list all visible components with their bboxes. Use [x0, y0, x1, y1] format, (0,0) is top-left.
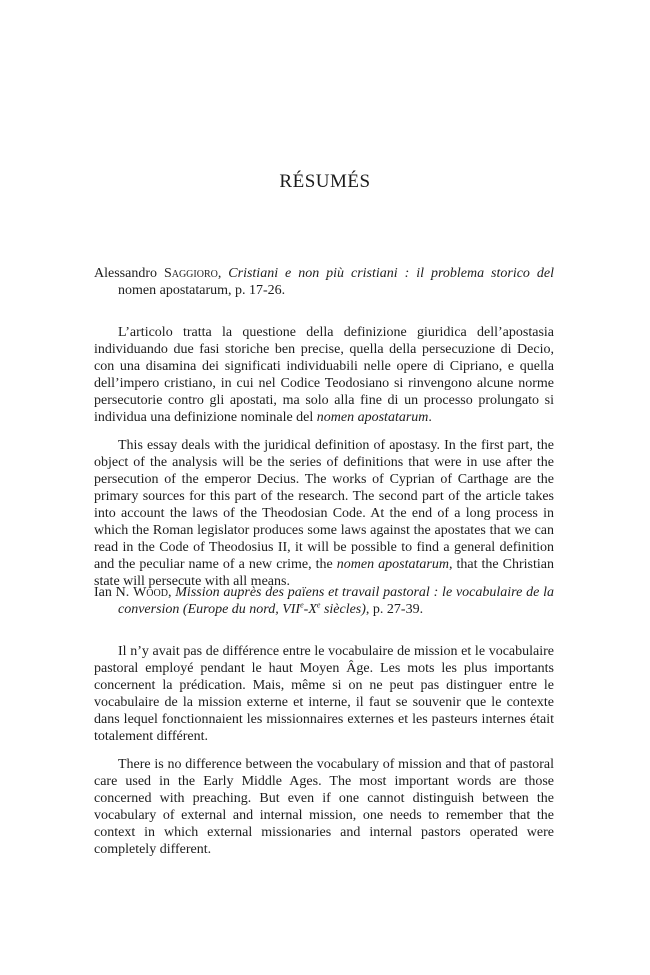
- summary-english: [94, 437, 554, 590]
- summary-text: L’articolo tratta la questione della definizione giuridica dell’apostasia individuando due fasi storiche ben precise, quella della persecuzione di Decio, con una disamina dei significati individuabili nelle opere di Cipriano, e quella dell’impero cristiano, in cui nel Codice Teodosiano si rinvengono alcune norme persecutorie contro gli apostati, ma solo alla fine di un processo prolungato si individua una definizione nominale del: [94, 325, 554, 425]
- author-last-name: Saggioro: [163, 266, 218, 281]
- summary-english: There is no difference between the vocabulary of mission and that of pastoral care used in the Early Middle Ages. The most important words are those concerned with preaching. But even if one cannot distinguish between the vocabulary of external and internal mission, one needs to remember that the context in which external missionaries and internal pastors operated were completely different.: [94, 757, 554, 857]
- summary-emphasis: nomen apostatarum: [316, 410, 429, 425]
- author-first-name: Ian N.: [94, 585, 134, 600]
- entry-reference: [94, 584, 554, 618]
- entry-reference: [94, 265, 554, 299]
- entry-saggioro: [94, 265, 554, 590]
- page-title: RÉSUMÉS: [279, 171, 371, 192]
- summary-italian: [94, 324, 554, 426]
- author-first-name: Alessandro: [94, 266, 164, 281]
- work-title: Mission auprès des païens et travail pastoral : le vocabulaire de la conversion (Europe du nord, VIIe-Xe siècles): [118, 585, 554, 617]
- summary-french: Il n’y avait pas de différence entre le vocabulaire de mission et le vocabulaire pastoral employé pendant le haut Moyen Âge. Les mots les plus importants concernent la prédication. Mais, même si on ne peut pas distinguer entre le vocabulaire de la mission externe et interne, il faut se souvenir que le contexte dans lequel fonctionnaient les missionnaires externes et les pasteurs internes était totalement différent.: [94, 644, 554, 744]
- summary-text-end: , that the Christian state will persecute with all means.: [94, 557, 554, 589]
- summary-text-end: .: [428, 410, 432, 425]
- work-tail: , p. 27-39.: [365, 602, 424, 617]
- entry-wood: [94, 584, 554, 858]
- summary-emphasis: nomen apostatarum: [336, 557, 449, 572]
- work-title: Cristiani e non più cristiani : il problema storico del: [228, 266, 554, 281]
- summary-text: This essay deals with the juridical definition of apostasy. In the first part, the object of the analysis will be the series of definitions that were in use after the persecution of the emperor Decius. The works of Cyprian of Carthage are the primary sources for this part of the research. The second part of the article takes into account the laws of the Theodosian Code. At the end of a long process in which the Roman legislator produces some laws against the apostates that we can read in the Code of Theodosius II, it will be possible to find a general definition and the peculiar name of a new crime, the: [94, 438, 554, 572]
- separator: ,: [217, 266, 229, 281]
- separator: ,: [167, 585, 176, 600]
- work-tail: nomen apostatarum, p. 17-26.: [118, 283, 286, 298]
- author-last-name: Wood: [133, 585, 168, 600]
